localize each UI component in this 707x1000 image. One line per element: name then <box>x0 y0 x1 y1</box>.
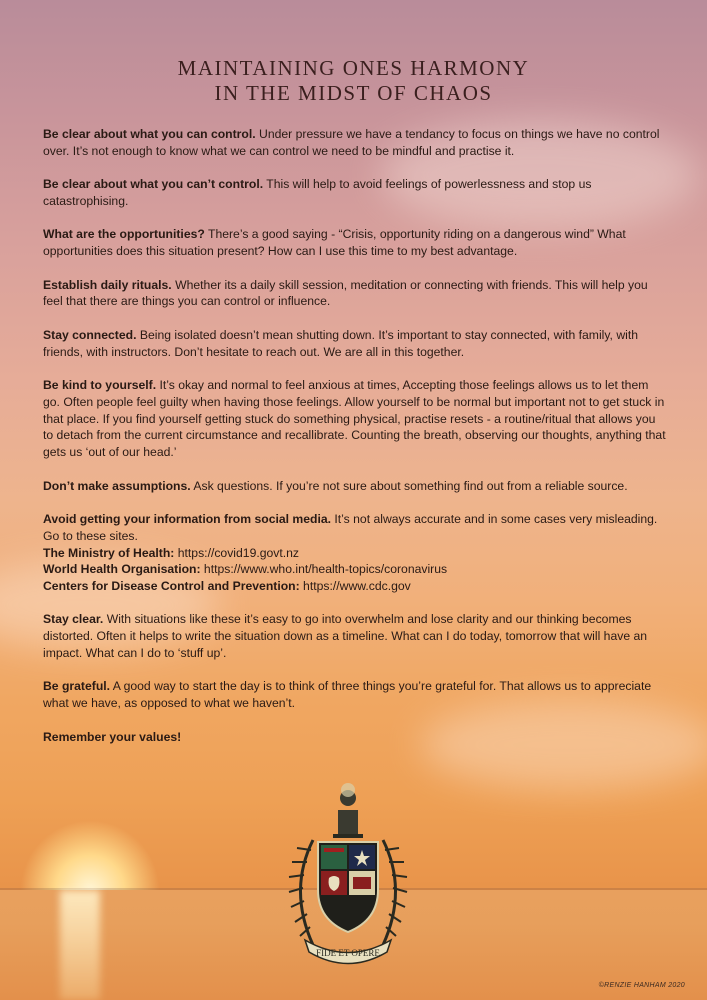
title-line-1: MAINTAINING ONES HARMONY <box>177 56 530 80</box>
section-text: A good way to start the day is to think of three things you’re grateful for. That allows us to appreciate what we have, as opposed to what we haven’t. <box>43 679 652 711</box>
section-assumptions <box>43 478 668 495</box>
section-text: Being isolated doesn’t mean shutting down. It’s important to stay connected, with family, with friends, with instructors. Don’t hesitate to reach out. We are all in this together. <box>43 327 638 359</box>
section-text: Under pressure we have a tendancy to focus on things we have no control over. It’s not enough to know what we can control we need to be mindful and practise it. <box>43 127 660 158</box>
link-url[interactable]: https://covid19.govt.nz <box>174 545 300 560</box>
link-label: World Health Organisation: <box>43 562 201 577</box>
link-url[interactable]: https://www.cdc.gov <box>299 579 411 594</box>
section-connected <box>43 327 668 361</box>
crest-motto: FIDE ET OPERE <box>316 948 380 958</box>
coat-of-arms-icon <box>283 780 413 970</box>
section-heading: Don’t make assumptions. <box>43 478 191 493</box>
section-text: There’s a good saying - “Crisis, opportunity riding on a dangerous wind” What opportunities does this situation present? How can I use this time to my best advantage. <box>43 227 626 259</box>
section-text: Ask questions. If you’re not sure about something find out from a reliable source. <box>190 478 628 493</box>
section-heading: Stay connected. <box>43 327 137 342</box>
section-stay-clear <box>43 611 668 661</box>
page-title <box>0 56 707 106</box>
section-social-media <box>43 511 668 595</box>
section-heading: Avoid getting your information from social media. <box>43 511 332 526</box>
section-heading: Be clear about what you can control. <box>43 127 256 141</box>
section-heading: What are the opportunities? <box>43 227 205 242</box>
section-text: This will help to avoid feelings of powerlessness and stop us catastrophising. <box>43 177 592 208</box>
section-text: It’s okay and normal to feel anxious at times, Accepting those feelings allows us to let them go. Often people feel guilty when having those feelings. Allow yourself to be normal but important not to get stuck in that place. If you find yourself getting stuck do something physical, practise resets - a routine/ritual that allows you to detach from the current circumstance and recallibrate. Counting the breath, observing our thoughts, anything that gets us ‘out of our head.’ <box>43 377 666 460</box>
section-kind <box>43 377 668 461</box>
section-rituals <box>43 277 668 311</box>
link-label: The Ministry of Health: <box>43 545 175 560</box>
content-body <box>43 126 668 762</box>
section-grateful <box>43 678 668 712</box>
section-heading: Be grateful. <box>43 679 111 694</box>
link-who[interactable] <box>43 561 668 578</box>
section-cant-control <box>43 176 668 210</box>
section-control <box>43 126 668 160</box>
section-text: Whether its a daily skill session, meditation or connecting with friends. This will help you feel that there are things you can control or influence. <box>43 277 648 309</box>
section-text: With situations like these it’s easy to go into overwhelm and lose clarity and our thinking becomes distorted. Often it helps to write the situation down as a timeline. What can I do today, tomorrow that will have an impact. What can I do to ‘stuff up’. <box>43 612 648 661</box>
section-heading: Be kind to yourself. <box>43 377 157 392</box>
section-text: It’s not always accurate and in some cases very misleading. Go to these sites. <box>43 511 658 543</box>
link-cdc[interactable] <box>43 578 668 595</box>
sun-reflection <box>60 890 100 1000</box>
title-line-2: IN THE MIDST OF CHAOS <box>214 81 493 105</box>
link-url[interactable]: https://www.who.int/health-topics/coronavirus <box>200 562 448 577</box>
link-ministry-health[interactable] <box>43 545 668 562</box>
closing-text: Remember your values! <box>43 729 182 744</box>
section-opportunities <box>43 226 668 260</box>
section-heading: Establish daily rituals. <box>43 277 172 292</box>
section-heading: Be clear about what you can’t control. <box>43 177 264 192</box>
copyright-notice: ©RENZIE HANHAM 2020 <box>598 982 685 989</box>
section-heading: Stay clear. <box>43 612 104 627</box>
link-label: Centers for Disease Control and Prevention: <box>43 579 300 594</box>
closing-line <box>43 729 668 746</box>
